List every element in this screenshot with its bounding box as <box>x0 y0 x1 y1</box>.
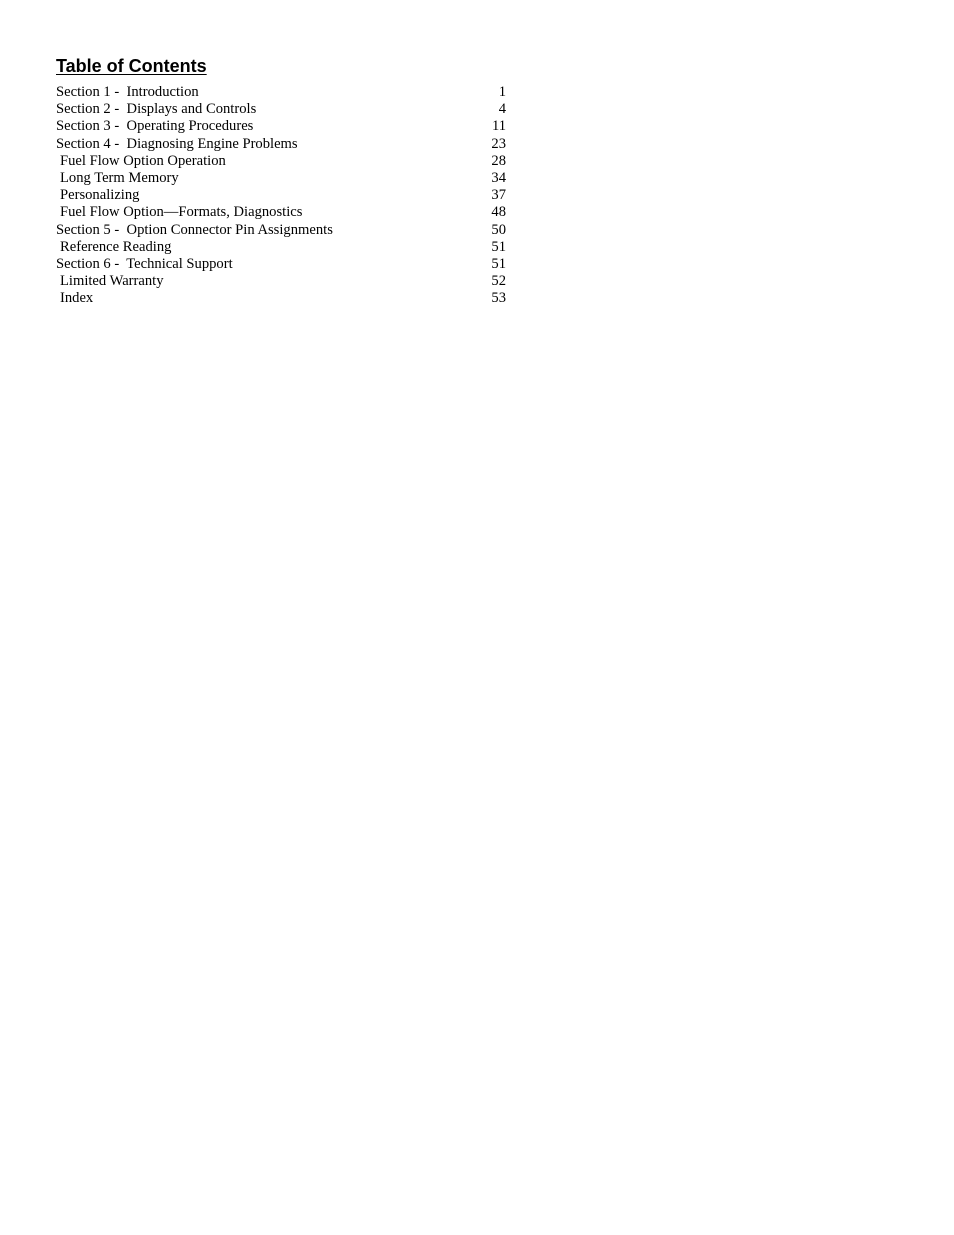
toc-entry[interactable] <box>56 118 506 135</box>
toc-entry-label: Section 3 - Operating Procedures <box>56 118 254 135</box>
toc-entry-page: 50 <box>491 221 506 238</box>
toc-subentry[interactable] <box>56 153 506 170</box>
toc-subentry[interactable] <box>56 187 506 204</box>
toc-entry[interactable] <box>56 101 506 118</box>
toc-entry-label: Section 4 - Diagnosing Engine Problems <box>56 135 298 152</box>
toc-entry[interactable] <box>56 84 506 101</box>
toc-entry-label: Long Term Memory <box>60 169 179 186</box>
toc-entry-label: Reference Reading <box>60 238 172 255</box>
toc-subentry[interactable] <box>56 273 506 290</box>
toc-entry-page: 51 <box>491 238 506 255</box>
toc-list <box>56 84 506 307</box>
toc-entry-label: Fuel Flow Option—Formats, Diagnostics <box>60 204 303 221</box>
toc-entry-page: 51 <box>491 255 506 272</box>
toc-subentry[interactable] <box>56 239 506 256</box>
toc-entry-label: Section 5 - Option Connector Pin Assignments <box>56 221 333 238</box>
toc-subentry[interactable] <box>56 290 506 307</box>
toc-subentry[interactable] <box>56 204 506 221</box>
toc-entry-label: Section 2 - Displays and Controls <box>56 101 257 118</box>
toc-subentry[interactable] <box>56 170 506 187</box>
toc-entry-page: 4 <box>498 101 506 118</box>
toc-entry-label: Section 6 - Technical Support <box>56 255 233 272</box>
toc-entry[interactable] <box>56 256 506 273</box>
toc-entry-page: 1 <box>498 84 506 100</box>
toc-entry-page: 37 <box>491 187 506 204</box>
toc-entry-page: 11 <box>491 118 506 135</box>
toc-entry-page: 52 <box>491 273 506 290</box>
toc-entry-page: 23 <box>491 135 506 152</box>
toc-entry-label: Personalizing <box>60 187 140 204</box>
toc-entry-page: 34 <box>491 169 506 186</box>
toc-entry[interactable] <box>56 136 506 153</box>
toc-entry-label: Section 1 - Introduction <box>56 84 199 100</box>
toc-entry-label: Limited Warranty <box>60 273 164 290</box>
toc-entry[interactable] <box>56 222 506 239</box>
toc-entry-label: Index <box>60 290 94 307</box>
toc-entry-page: 28 <box>491 152 506 169</box>
toc-entry-label: Fuel Flow Option Operation <box>60 152 226 169</box>
toc-title: Table of Contents <box>56 56 207 76</box>
toc-entry-page: 53 <box>491 290 506 307</box>
toc-entry-page: 48 <box>491 204 506 221</box>
